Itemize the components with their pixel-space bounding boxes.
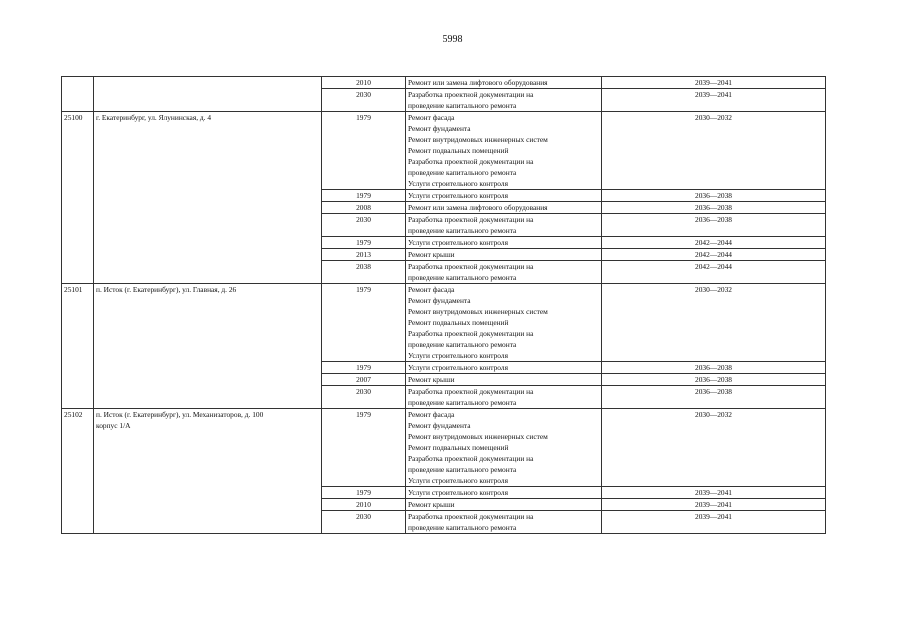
building-address-cell: п. Исток (г. Екатеринбург), ул. Главная, д. 26: [94, 284, 322, 409]
year-cell: 1979: [322, 284, 406, 362]
year-cell: 2008: [322, 202, 406, 214]
work-type-cell: Разработка проектной документации на проведение капитального ремонта: [406, 386, 602, 409]
table-row: [62, 409, 826, 487]
page-number: 5998: [442, 34, 463, 45]
work-type-cell: Разработка проектной документации на проведение капитального ремонта: [406, 511, 602, 534]
planned-period-cell: 2036—2038: [602, 374, 826, 386]
work-type-cell: Ремонт крыши: [406, 249, 602, 261]
building-address-cell: [94, 77, 322, 112]
year-cell: 2030: [322, 386, 406, 409]
work-type-cell: Услуги строительного контроля: [406, 487, 602, 499]
table-row: [62, 112, 826, 190]
building-address-cell: п. Исток (г. Екатеринбург), ул. Механизаторов, д. 100 корпус 1/А: [94, 409, 322, 534]
work-type-cell: Ремонт фасада Ремонт фундамента Ремонт внутридомовых инженерных систем Ремонт подвальных помещений Разработка проектной документации на проведение капитального ремонта Услуги строительного контроля: [406, 409, 602, 487]
planned-period-cell: 2042—2044: [602, 237, 826, 249]
work-type-cell: Услуги строительного контроля: [406, 237, 602, 249]
building-address-cell: г. Екатеринбург, ул. Ялунинская, д. 4: [94, 112, 322, 284]
work-type-cell: Ремонт или замена лифтового оборудования: [406, 202, 602, 214]
year-cell: 2038: [322, 261, 406, 284]
planned-period-cell: 2036—2038: [602, 202, 826, 214]
planned-period-cell: 2036—2038: [602, 190, 826, 202]
work-type-cell: Ремонт крыши: [406, 499, 602, 511]
planned-period-cell: 2042—2044: [602, 249, 826, 261]
building-id-cell: 25101: [62, 284, 94, 409]
year-cell: 1979: [322, 362, 406, 374]
year-cell: 1979: [322, 237, 406, 249]
year-cell: 1979: [322, 487, 406, 499]
planned-period-cell: 2036—2038: [602, 362, 826, 374]
planned-period-cell: 2036—2038: [602, 386, 826, 409]
building-id-cell: [62, 77, 94, 112]
year-cell: 2007: [322, 374, 406, 386]
year-cell: 1979: [322, 409, 406, 487]
year-cell: 2030: [322, 89, 406, 112]
building-id-cell: 25100: [62, 112, 94, 284]
year-cell: 1979: [322, 112, 406, 190]
planned-period-cell: 2036—2038: [602, 214, 826, 237]
year-cell: 1979: [322, 190, 406, 202]
work-type-cell: Ремонт или замена лифтового оборудования: [406, 77, 602, 89]
planned-period-cell: 2030—2032: [602, 284, 826, 362]
planned-period-cell: 2039—2041: [602, 89, 826, 112]
planned-period-cell: 2039—2041: [602, 77, 826, 89]
year-cell: 2010: [322, 499, 406, 511]
planned-period-cell: 2039—2041: [602, 499, 826, 511]
work-type-cell: Ремонт фасада Ремонт фундамента Ремонт внутридомовых инженерных систем Ремонт подвальных помещений Разработка проектной документации на проведение капитального ремонта Услуги строительного контроля: [406, 112, 602, 190]
planned-period-cell: 2039—2041: [602, 487, 826, 499]
table-body: [62, 77, 826, 534]
planned-period-cell: 2030—2032: [602, 112, 826, 190]
year-cell: 2030: [322, 214, 406, 237]
repair-schedule-table: [61, 76, 826, 534]
planned-period-cell: 2030—2032: [602, 409, 826, 487]
building-id-cell: 25102: [62, 409, 94, 534]
table-row: [62, 77, 826, 89]
work-type-cell: Ремонт фасада Ремонт фундамента Ремонт внутридомовых инженерных систем Ремонт подвальных помещений Разработка проектной документации на проведение капитального ремонта Услуги строительного контроля: [406, 284, 602, 362]
year-cell: 2010: [322, 77, 406, 89]
work-type-cell: Услуги строительного контроля: [406, 190, 602, 202]
work-type-cell: Ремонт крыши: [406, 374, 602, 386]
work-type-cell: Разработка проектной документации на проведение капитального ремонта: [406, 89, 602, 112]
work-type-cell: Разработка проектной документации на проведение капитального ремонта: [406, 261, 602, 284]
planned-period-cell: 2039—2041: [602, 511, 826, 534]
planned-period-cell: 2042—2044: [602, 261, 826, 284]
year-cell: 2013: [322, 249, 406, 261]
work-type-cell: Разработка проектной документации на проведение капитального ремонта: [406, 214, 602, 237]
work-type-cell: Услуги строительного контроля: [406, 362, 602, 374]
year-cell: 2030: [322, 511, 406, 534]
table-row: [62, 284, 826, 362]
